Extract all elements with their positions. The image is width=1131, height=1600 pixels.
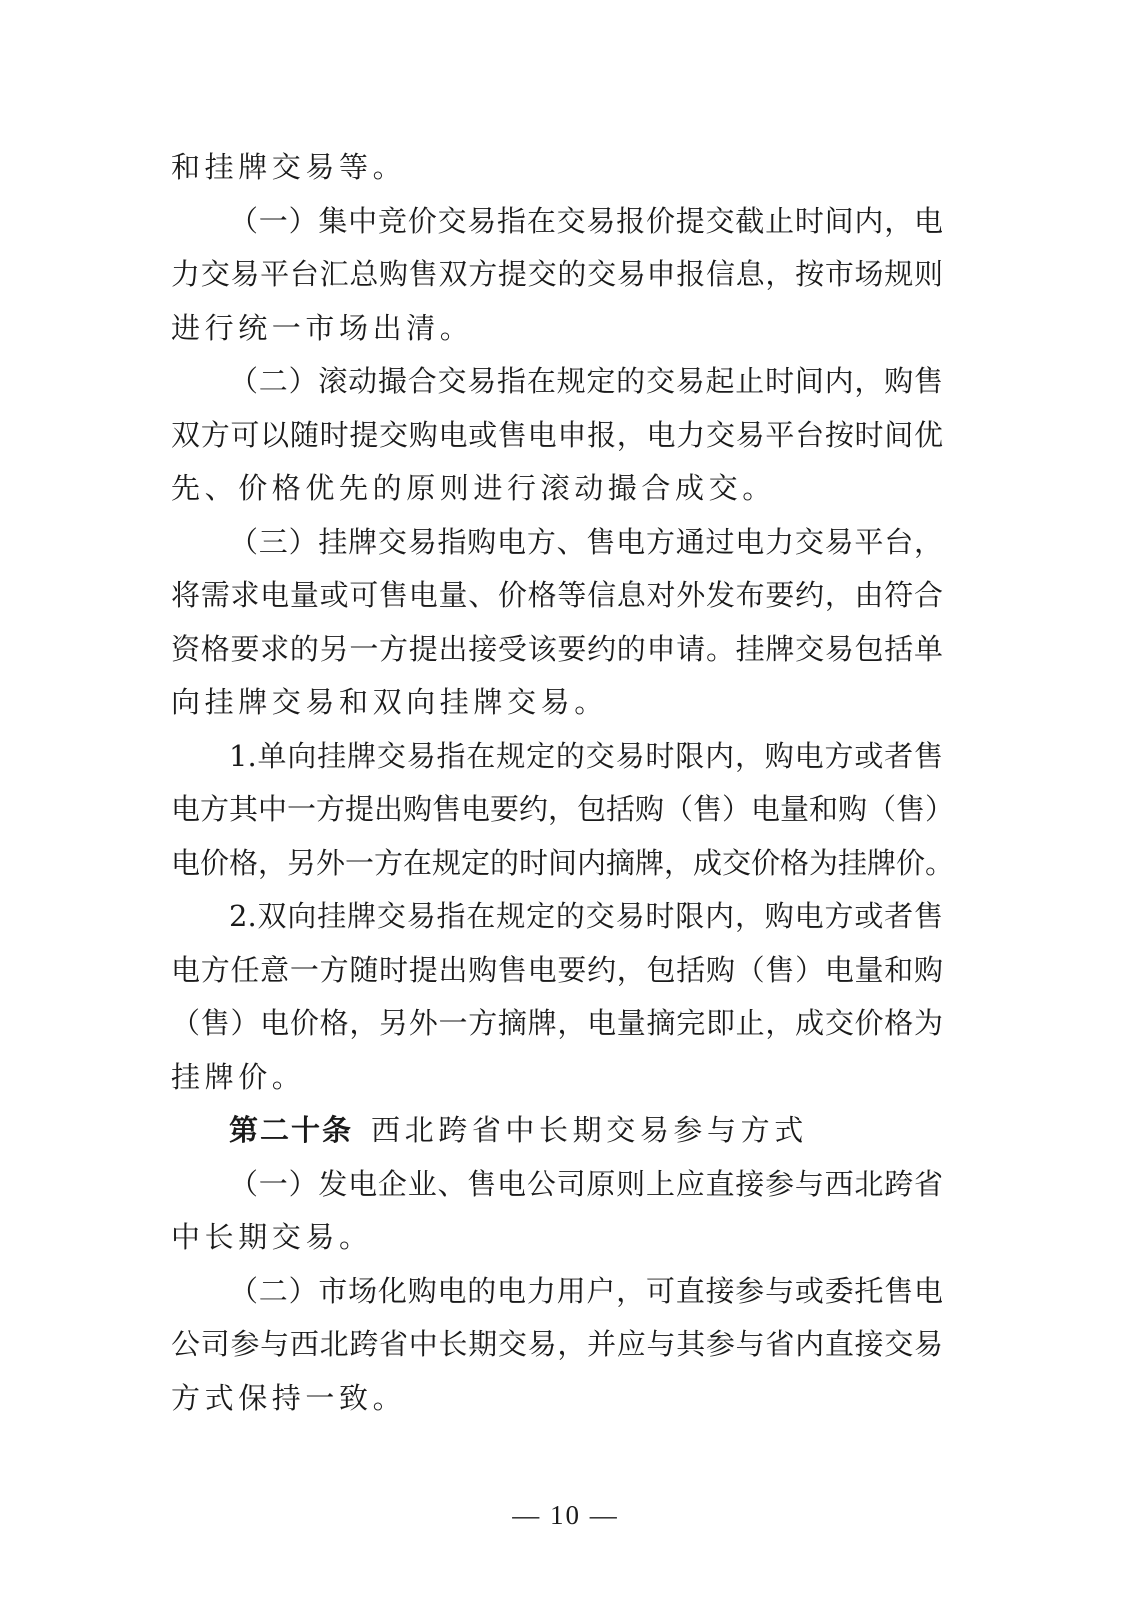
article-title: 西北跨省中长期交易参与方式 (371, 1113, 808, 1147)
text-line: 电方任意一方随时提出购售电要约，包括购（售）电量和购 (171, 952, 943, 987)
article-number: 第二十条 (229, 1113, 354, 1147)
text-line: 中长期交易。 (171, 1220, 373, 1254)
document-body (171, 141, 955, 1425)
text-line: 资格要求的另一方提出接受该要约的申请。挂牌交易包括单 (171, 631, 943, 666)
text-line: 和挂牌交易等。 (171, 150, 407, 184)
text-line: 双方可以随时提交购电或售电申报，电力交易平台按时间优 (171, 417, 943, 452)
text-line: 进行统一市场出清。 (171, 310, 474, 345)
article-heading-line (171, 1104, 943, 1158)
text-line: 先、价格优先的原则进行滚动撮合成交。 (171, 471, 776, 505)
text-line: （三）挂牌交易指购电方、售电方通过电力交易平台， (229, 524, 943, 559)
text-line: 公司参与西北跨省中长期交易，并应与其参与省内直接交易 (171, 1327, 943, 1361)
text-line: 力交易平台汇总购售双方提交的交易申报信息，按市场规则 (171, 257, 943, 291)
text-line: 方式保持一致。 (171, 1380, 407, 1415)
text-line: 电方其中一方提出购售电要约，包括购（售）电量和购（售） (171, 792, 955, 826)
text-line: 1.单向挂牌交易指在规定的交易时限内，购电方或者售 (229, 738, 943, 773)
text-line: 电价格，另外一方在规定的时间内摘牌，成交价格为挂牌价。 (171, 845, 955, 880)
text-line: 向挂牌交易和双向挂牌交易。 (171, 685, 608, 719)
text-line: （一）发电企业、售电公司原则上应直接参与西北跨省 (229, 1166, 943, 1201)
text-line: （二）市场化购电的电力用户，可直接参与或委托售电 (229, 1273, 943, 1308)
text-line: 挂牌价。 (171, 1059, 306, 1094)
page-number: — 10 — (512, 1500, 619, 1530)
text-line: （一）集中竞价交易指在交易报价提交截止时间内，电 (229, 203, 943, 238)
text-line: 2.双向挂牌交易指在规定的交易时限内，购电方或者售 (229, 899, 943, 933)
text-line: （售）电价格，另外一方摘牌，电量摘完即止，成交价格为 (171, 1006, 943, 1040)
text-line: 将需求电量或可售电量、价格等信息对外发布要约，由符合 (171, 578, 943, 612)
text-line: （二）滚动撮合交易指在规定的交易起止时间内，购售 (229, 364, 943, 398)
